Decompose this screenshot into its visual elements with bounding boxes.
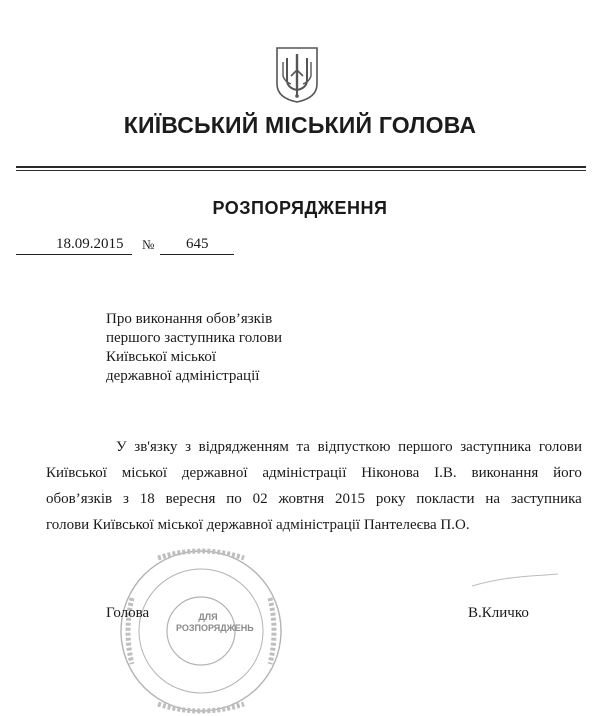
body-word: з <box>122 491 129 507</box>
subject-block <box>106 310 282 386</box>
subject-line: державної адміністрації <box>106 368 260 384</box>
issuer-heading: КИЇВСЬКИЙ МІСЬКИЙ ГОЛОВА <box>123 112 477 138</box>
body-word: відпусткою <box>317 439 391 455</box>
body-word: державної <box>181 465 248 481</box>
body-word: покласти <box>416 491 475 507</box>
subject-line: першого заступника голови <box>106 330 283 346</box>
coat-of-arms-icon <box>275 46 319 104</box>
body-word: 02 <box>252 491 268 507</box>
body-word: першого <box>398 439 453 455</box>
body-word: жовтня <box>278 491 325 507</box>
body-word: адміністрації <box>262 465 347 481</box>
stamp-center-text <box>176 612 254 634</box>
body-word: У <box>116 439 127 455</box>
body-word: Ніконова <box>361 465 420 481</box>
body-word: року <box>375 491 406 507</box>
body-word: зв'язку <box>134 439 178 455</box>
body-word: по <box>226 491 242 507</box>
body-word: І.В. <box>434 465 457 481</box>
body-word: Київської <box>46 465 107 481</box>
stamp-text-line: РОЗПОРЯДЖЕНЬ <box>176 623 254 633</box>
body-paragraph <box>46 434 582 538</box>
body-word: 2015 <box>335 491 366 507</box>
body-word: відрядженням <box>198 439 289 455</box>
body-word: виконання <box>471 465 539 481</box>
date-underline <box>16 254 132 255</box>
body-word: його <box>553 465 582 481</box>
document-number: 645 <box>186 236 209 252</box>
document-date: 18.09.2015 <box>56 236 124 252</box>
document-type-heading: РОЗПОРЯДЖЕННЯ <box>212 198 388 218</box>
body-word: на <box>485 491 501 507</box>
header-rule-thick <box>16 166 586 168</box>
scan-mark <box>470 572 560 594</box>
body-word: голови <box>538 439 582 455</box>
body-word: міської <box>121 465 168 481</box>
body-word: обов’язків <box>46 491 113 507</box>
number-sign: № <box>142 237 155 252</box>
subject-line: Київської міської <box>106 349 216 365</box>
body-word: та <box>296 439 310 455</box>
body-line-1 <box>106 434 582 460</box>
stamp-text-line: ДЛЯ <box>198 612 218 622</box>
body-word: вересня <box>165 491 216 507</box>
header-rule-thin <box>16 170 586 171</box>
signatory-name: В.Кличко <box>468 605 529 621</box>
subject-line: Про виконання обов’язків <box>106 311 273 327</box>
body-word: з <box>185 439 191 455</box>
body-word: 18 <box>139 491 155 507</box>
number-underline <box>160 254 234 255</box>
body-word: заступника <box>460 439 532 455</box>
body-line-3 <box>46 486 582 512</box>
body-word: заступника <box>510 491 582 507</box>
signatory-title: Голова <box>106 605 150 621</box>
body-line-4: голови Київської міської державної адміністрації Пантелеєва П.О. <box>46 517 470 533</box>
body-line-2 <box>46 460 582 486</box>
